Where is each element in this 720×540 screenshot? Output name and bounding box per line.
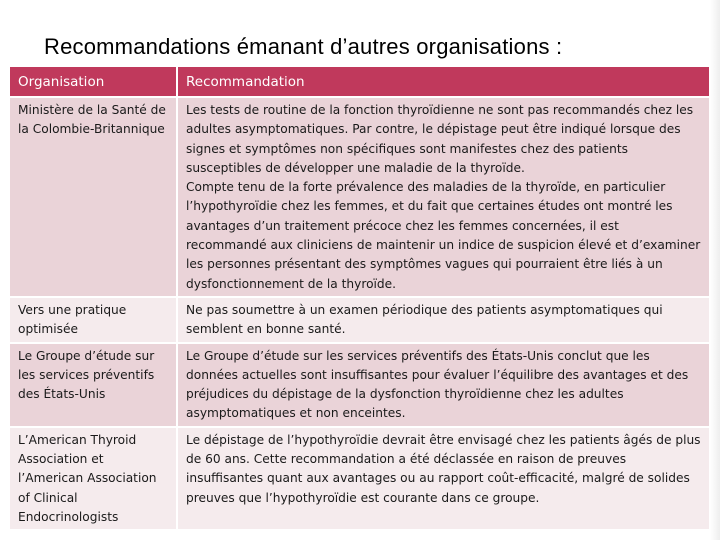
table-header-row (10, 67, 709, 96)
organisation-cell: Le Groupe d’étude sur les services préventifs des États-Unis (10, 342, 178, 426)
table-row (10, 296, 709, 342)
table-row (10, 96, 709, 296)
header-organisation: Organisation (10, 67, 178, 96)
recommendation-cell (178, 426, 709, 529)
recommendation-paragraph: Le Groupe d’étude sur les services préventifs des États-Unis conclut que les données actuelles sont insuffisantes pour évaluer l’équilibre des avantages et des préjudices du dépistage de la dysfonction thyroïdienne chez les adultes asymptomatiques et non enceintes. (186, 348, 689, 421)
recommendation-paragraph: Le dépistage de l’hypothyroïdie devrait être envisagé chez les patients âgés de plus de 60 ans. Cette recommandation a été déclassée en raison de preuves insuffisantes quant aux avantages ou au rapport coût-efficacité, malgré de solides preuves que l’hypothyroïdie est courante dans ce groupe. (186, 432, 701, 505)
recommendation-paragraph: Ne pas soumettre à un examen périodique des patients asymptomatiques qui semblent en bonne santé. (186, 302, 663, 337)
organisation-cell: Vers une pratique optimisée (10, 296, 178, 342)
table-row (10, 426, 709, 529)
recommendation-paragraph: Compte tenu de la forte prévalence des maladies de la thyroïde, en particulier l’hypothyroïdie chez les femmes, et du fait que certaines études ont montré les avantages d’un traitement précoce chez les femmes concernées, il est recommandé aux cliniciens de maintenir un indice de suspicion élevé et d’examiner les personnes présentant des symptômes vagues qui pourraient être liés à un dysfonctionnement de la thyroïde. (186, 180, 701, 291)
recommendation-cell (178, 96, 709, 296)
table-row (10, 342, 709, 426)
recommendation-cell (178, 296, 709, 342)
slide-edge-shadow (710, 0, 720, 540)
slide-title: Recommandations émanant d’autres organisations : (44, 34, 563, 59)
organisation-cell: L’American Thyroid Association et l’American Association of Clinical Endocrinologists (10, 426, 178, 529)
recommendations-table (10, 67, 709, 529)
organisation-cell: Ministère de la Santé de la Colombie-Britannique (10, 96, 178, 296)
header-recommendation: Recommandation (178, 67, 709, 96)
top-rule (0, 0, 720, 8)
recommendation-paragraph: Les tests de routine de la fonction thyroïdienne ne sont pas recommandés chez les adultes asymptomatiques. Par contre, le dépistage peut être indiqué lorsque des signes et symptômes non spécifiques sont manifestes chez des patients susceptibles de développer une maladie de la thyroïde. (186, 103, 694, 175)
recommendation-cell (178, 342, 709, 426)
